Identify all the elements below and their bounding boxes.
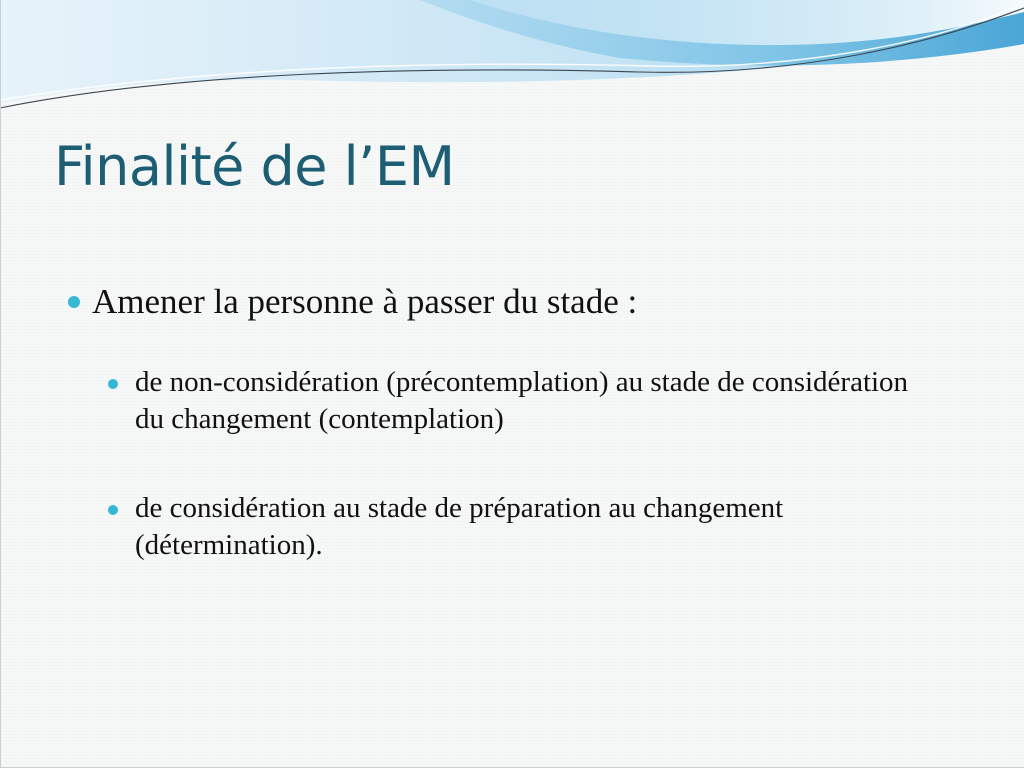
round-bullet-icon xyxy=(108,505,118,515)
sub-bullet-text: de considération au stade de préparation au changement (détermination). xyxy=(135,492,784,561)
slide-title: Finalité de l’EM xyxy=(54,135,455,198)
round-bullet-icon xyxy=(68,296,80,308)
bullet-text: Amener la personne à passer du stade : xyxy=(92,282,638,321)
round-bullet-icon xyxy=(108,379,118,389)
sub-bullet-item xyxy=(64,364,935,438)
header-swoosh-decoration xyxy=(0,0,1024,120)
sub-bullet-text: de non-considération (précontemplation) au stade de considération du changement (contemplation) xyxy=(135,366,909,435)
sub-bullet-item xyxy=(64,490,935,564)
bullet-list xyxy=(64,280,964,616)
bullet-item xyxy=(64,280,964,324)
